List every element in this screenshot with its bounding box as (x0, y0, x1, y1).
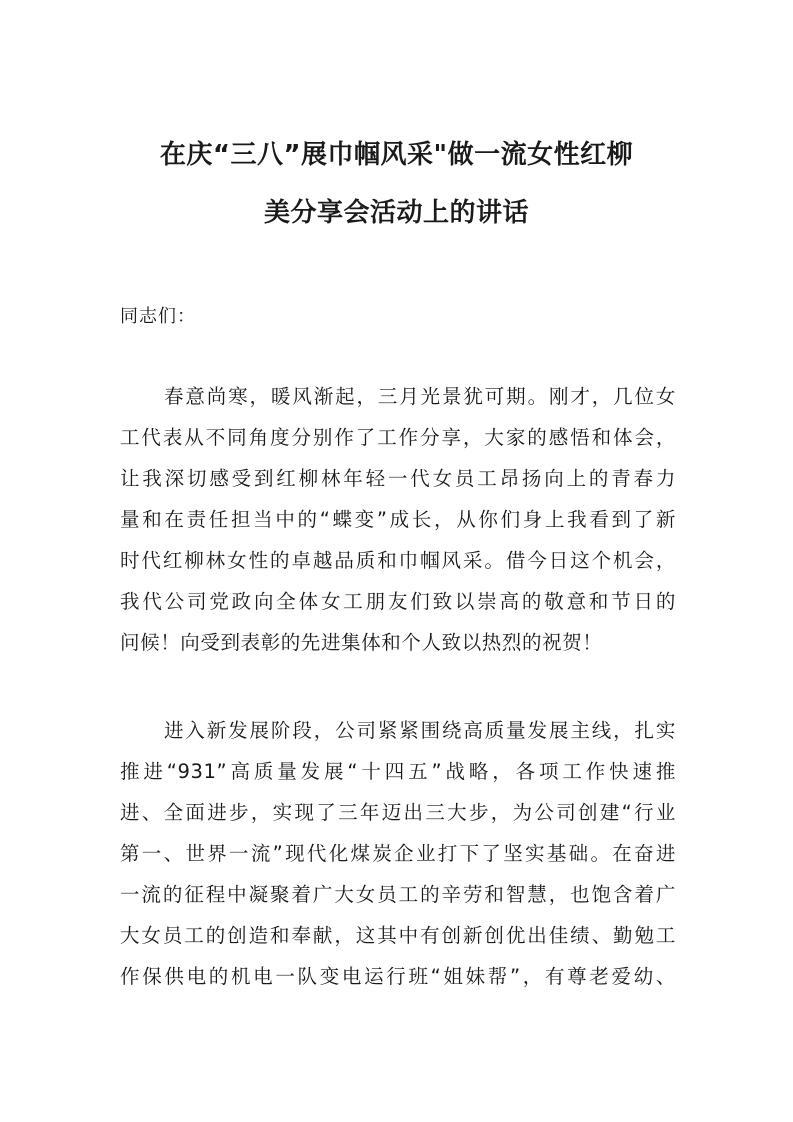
paragraph-line: 问候！向受到表彰的先进集体和个人致以热烈的祝贺！ (120, 631, 603, 654)
paragraph-line: 我代公司党政向全体女工朋友们致以崇高的敬意和节日的 (120, 590, 676, 613)
salutation: 同志们： (120, 306, 196, 327)
document-title-line-1: 在庆“三八”展巾帼风采"做一流女性红柳 (159, 140, 634, 170)
paragraph-line: 时代红柳林女性的卓越品质和巾帼风采。借今日这个机会， (120, 549, 676, 572)
paragraph-line: 进、全面进步，实现了三年迈出三大步，为公司创建“行业 (120, 801, 676, 824)
paragraph-line: 春意尚寒，暖风渐起，三月光景犹可期。刚才，几位女 (164, 385, 676, 408)
paragraph-line: 让我深切感受到红柳林年轻一代女员工昂扬向上的青春力 (120, 467, 676, 490)
paragraph-line: 作保供电的机电一队变电运行班“姐妹帮”，有尊老爱幼、 (120, 965, 676, 988)
paragraph-line: 工代表从不同角度分别作了工作分享，大家的感悟和体会， (120, 426, 676, 449)
document-title-line-2: 美分享会活动上的讲话 (263, 198, 529, 228)
paragraph-line: 推进“931”高质量发展“十四五”战略，各项工作快速推 (120, 760, 676, 783)
paragraph-line: 一流的征程中凝聚着广大女员工的辛劳和智慧，也饱含着广 (120, 883, 676, 906)
paragraph-line: 第一、世界一流”现代化煤炭企业打下了坚实基础。在奋进 (120, 842, 676, 865)
paragraph-line: 量和在责任担当中的“蝶变”成长，从你们身上我看到了新 (120, 508, 676, 531)
paragraph-line: 大女员工的创造和奉献，这其中有创新创优出佳绩、勤勉工 (120, 924, 676, 947)
paragraph-line: 进入新发展阶段，公司紧紧围绕高质量发展主线，扎实 (164, 719, 676, 742)
